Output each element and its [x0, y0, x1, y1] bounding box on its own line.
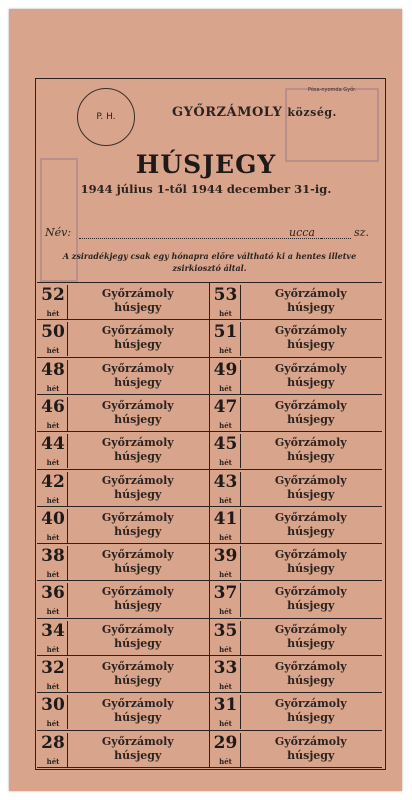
week-box: [212, 621, 241, 655]
coupon-line2: húsjegy: [287, 412, 335, 426]
coupon-line2: húsjegy: [114, 674, 162, 688]
week-number: 53: [213, 285, 238, 305]
week-label: hét: [46, 346, 60, 356]
week-box: [212, 285, 241, 319]
coupon-line1: Győrzámoly: [274, 398, 347, 412]
coupon[interactable]: [37, 395, 210, 432]
coupon[interactable]: [210, 358, 383, 395]
coupon[interactable]: [37, 544, 210, 581]
coupon[interactable]: [210, 395, 383, 432]
coupon[interactable]: [37, 283, 210, 320]
week-label: hét: [219, 607, 232, 617]
coupon[interactable]: [210, 693, 383, 730]
week-box: [39, 509, 68, 543]
week-number: 33: [213, 658, 238, 679]
coupon-line1: Győrzámoly: [101, 398, 174, 412]
coupon-line1: Győrzámoly: [274, 361, 347, 375]
coupon-line2: húsjegy: [114, 412, 162, 426]
coupon[interactable]: [210, 320, 383, 357]
seal-label: P. H.: [96, 112, 116, 122]
week-label: hét: [46, 383, 60, 393]
coupon[interactable]: [210, 581, 383, 618]
coupon-text: [244, 660, 379, 688]
week-label: hét: [46, 458, 60, 468]
week-box: [39, 434, 68, 468]
coupon-text: [244, 362, 379, 390]
coupon-line1: Győrzámoly: [101, 622, 174, 636]
coupon-text: [71, 511, 205, 539]
coupon-line2: húsjegy: [114, 562, 162, 576]
coupon-line2: húsjegy: [287, 375, 335, 389]
coupon-line2: húsjegy: [287, 599, 335, 613]
week-label: hét: [46, 570, 60, 580]
week-label: hét: [219, 570, 232, 580]
coupon-text: [244, 436, 379, 464]
coupon-line1: Győrzámoly: [101, 361, 174, 375]
week-label: hét: [219, 458, 232, 468]
coupon-line2: húsjegy: [114, 301, 162, 314]
week-box: [212, 509, 241, 543]
coupon-line1: Győrzámoly: [274, 660, 347, 674]
coupon-text: [71, 362, 205, 390]
coupon-line2: húsjegy: [287, 301, 335, 314]
seal-circle: [77, 88, 135, 146]
week-number: 35: [213, 620, 238, 641]
coupon-line1: Győrzámoly: [101, 473, 174, 487]
week-label: hét: [219, 756, 232, 766]
coupon-line1: Győrzámoly: [101, 734, 174, 748]
coupon[interactable]: [37, 656, 210, 693]
coupon[interactable]: [37, 731, 210, 768]
week-label: hét: [219, 383, 232, 393]
coupon-line1: Győrzámoly: [101, 287, 174, 300]
coupon-line1: Győrzámoly: [274, 436, 347, 450]
coupon[interactable]: [210, 731, 383, 768]
week-number: 31: [213, 695, 238, 716]
week-label: hét: [46, 420, 60, 430]
week-label: hét: [219, 346, 232, 356]
coupon-text: [71, 474, 205, 502]
coupon-text: [71, 660, 205, 688]
week-box: [39, 733, 68, 767]
coupon-line1: Győrzámoly: [274, 548, 347, 562]
coupon-line2: húsjegy: [114, 338, 162, 352]
week-box: [39, 285, 68, 319]
week-number: 32: [41, 658, 65, 679]
week-box: [212, 546, 241, 580]
week-box: [212, 360, 241, 394]
coupon-line1: Győrzámoly: [101, 510, 174, 524]
coupon-text: [71, 623, 205, 651]
coupon-text: [71, 399, 205, 427]
number-field[interactable]: [321, 238, 351, 239]
week-label: hét: [219, 719, 232, 729]
coupon[interactable]: [210, 432, 383, 469]
coupon-line2: húsjegy: [287, 674, 335, 688]
coupon[interactable]: [210, 619, 383, 656]
week-number: 40: [41, 508, 65, 529]
week-number: 41: [213, 508, 238, 529]
coupon-text: [71, 436, 205, 464]
name-label: Név:: [45, 226, 72, 239]
coupon-line1: Győrzámoly: [274, 734, 347, 748]
coupon[interactable]: [37, 320, 210, 357]
coupon[interactable]: [210, 283, 383, 320]
week-number: 47: [213, 396, 238, 417]
coupon-text: [71, 548, 205, 576]
coupon-text: [244, 735, 379, 763]
coupon-line2: húsjegy: [114, 524, 162, 538]
week-label: hét: [46, 756, 60, 766]
week-box: [212, 658, 241, 692]
coupon-line2: húsjegy: [287, 748, 335, 762]
number-label: sz.: [354, 226, 369, 239]
coupon[interactable]: [37, 432, 210, 469]
coupon[interactable]: [210, 507, 383, 544]
coupon[interactable]: [37, 358, 210, 395]
week-box: [39, 546, 68, 580]
coupon-line2: húsjegy: [287, 450, 335, 464]
coupon-line2: húsjegy: [287, 636, 335, 650]
coupon-line1: Győrzámoly: [101, 585, 174, 599]
week-number: 38: [41, 546, 65, 567]
coupon-line1: Győrzámoly: [101, 697, 174, 711]
week-number: 44: [41, 434, 65, 455]
week-label: hét: [219, 682, 232, 692]
coupon-text: [71, 585, 205, 613]
coupon-text: [244, 511, 379, 539]
coupon-text: [71, 287, 205, 315]
coupon[interactable]: [37, 507, 210, 544]
coupon[interactable]: [37, 693, 210, 730]
week-label: hét: [219, 495, 232, 505]
week-number: 46: [41, 396, 65, 417]
week-number: 42: [41, 471, 65, 492]
coupon-text: [71, 324, 205, 352]
week-number: 37: [213, 583, 238, 604]
coupon-text: [244, 399, 379, 427]
coupon-line1: Győrzámoly: [274, 697, 347, 711]
coupon[interactable]: [37, 619, 210, 656]
coupon-text: [244, 697, 379, 725]
coupon[interactable]: [210, 470, 383, 507]
week-box: [212, 733, 241, 767]
coupon-line2: húsjegy: [287, 562, 335, 576]
coupon-line1: Győrzámoly: [101, 548, 174, 562]
week-label: hét: [219, 644, 232, 654]
name-line: [45, 226, 375, 244]
coupon-grid: [37, 282, 382, 768]
week-number: 50: [41, 322, 65, 343]
coupon-text: [244, 324, 379, 352]
coupon[interactable]: [210, 656, 383, 693]
week-number: 36: [41, 583, 65, 604]
week-box: [39, 472, 68, 506]
village-suffix: község.: [287, 106, 337, 119]
coupon-line2: húsjegy: [114, 450, 162, 464]
week-box: [39, 583, 68, 617]
week-number: 39: [213, 546, 238, 567]
coupon[interactable]: [210, 544, 383, 581]
week-box: [212, 472, 241, 506]
week-label: hét: [46, 644, 60, 654]
coupon-line2: húsjegy: [287, 524, 335, 538]
week-box: [39, 658, 68, 692]
coupon-line2: húsjegy: [287, 487, 335, 501]
week-label: hét: [219, 309, 232, 318]
week-number: 45: [213, 434, 238, 455]
coupon-text: [71, 735, 205, 763]
week-label: hét: [46, 719, 60, 729]
week-box: [212, 322, 241, 356]
coupon-line1: Győrzámoly: [274, 473, 347, 487]
coupon-line2: húsjegy: [114, 487, 162, 501]
coupon-line1: Győrzámoly: [274, 622, 347, 636]
village-name: GYŐRZÁMOLY: [172, 105, 283, 120]
week-number: 51: [213, 322, 238, 343]
week-box: [212, 397, 241, 431]
card-title: HÚSJEGY: [135, 150, 277, 179]
week-number: 29: [213, 732, 238, 753]
week-box: [212, 434, 241, 468]
coupon-line1: Győrzámoly: [274, 324, 347, 338]
week-number: 43: [213, 471, 238, 492]
week-box: [212, 695, 241, 729]
coupon[interactable]: [37, 470, 210, 507]
coupon[interactable]: [37, 581, 210, 618]
coupon-line2: húsjegy: [114, 636, 162, 650]
coupon-line1: Győrzámoly: [274, 287, 347, 300]
coupon-line2: húsjegy: [114, 748, 162, 762]
coupon-line1: Győrzámoly: [101, 324, 174, 338]
coupon-line2: húsjegy: [287, 711, 335, 725]
week-number: 49: [213, 359, 238, 380]
week-box: [39, 360, 68, 394]
coupon-line2: húsjegy: [114, 375, 162, 389]
village-heading: [172, 105, 337, 120]
week-box: [39, 695, 68, 729]
coupon-line2: húsjegy: [114, 599, 162, 613]
coupon-line2: húsjegy: [114, 711, 162, 725]
coupon-text: [244, 474, 379, 502]
coupon-line1: Győrzámoly: [101, 660, 174, 674]
coupon-line1: Győrzámoly: [274, 510, 347, 524]
week-label: hét: [219, 420, 232, 430]
coupon-text: [71, 697, 205, 725]
coupon-line2: húsjegy: [287, 338, 335, 352]
coupon-line1: Győrzámoly: [101, 436, 174, 450]
week-number: 34: [41, 620, 65, 641]
fat-coupon-note: A zsiradékjegy csak egy hónapra előre váltható ki a hentes illetve zsirkiosztó által.: [62, 251, 357, 273]
week-box: [212, 583, 241, 617]
week-number: 28: [41, 732, 65, 753]
week-label: hét: [46, 682, 60, 692]
week-number: 48: [41, 359, 65, 380]
week-label: hét: [219, 532, 232, 542]
week-box: [39, 397, 68, 431]
week-number: 52: [41, 285, 65, 305]
week-label: hét: [46, 309, 60, 318]
validity-period: 1944 július 1-től 1944 december 31-ig.: [80, 182, 332, 196]
week-box: [39, 322, 68, 356]
coupon-text: [244, 287, 379, 315]
week-box: [39, 621, 68, 655]
coupon-text: [244, 585, 379, 613]
coupon-line1: Győrzámoly: [274, 585, 347, 599]
week-label: hét: [46, 532, 60, 542]
coupon-text: [244, 548, 379, 576]
street-label: ucca: [289, 226, 315, 239]
week-number: 30: [41, 695, 65, 716]
week-label: hét: [46, 495, 60, 505]
printer-credit: Pósa-nyomda Győr.: [308, 87, 357, 93]
week-label: hét: [46, 607, 60, 617]
coupon-text: [244, 623, 379, 651]
